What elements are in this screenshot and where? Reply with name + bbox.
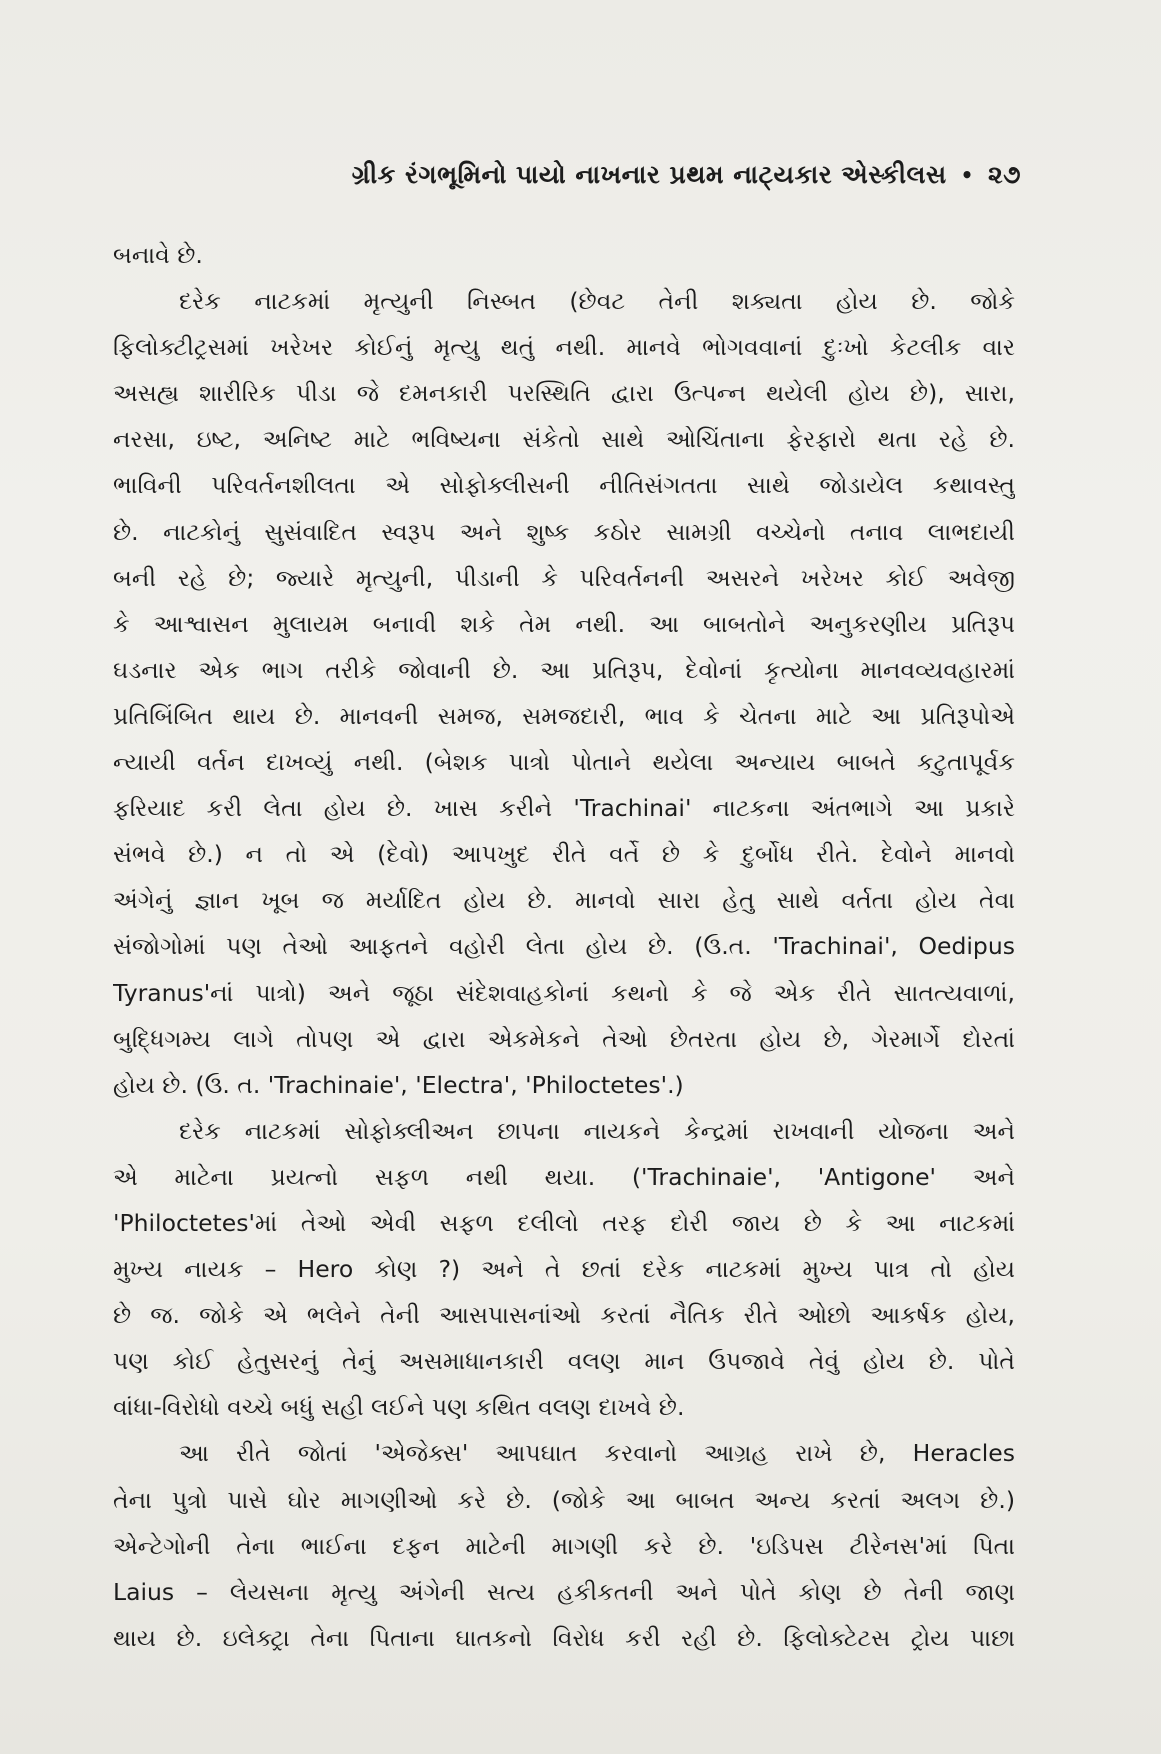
text-line: 'Philoctetes'માં તેઓ એવી સફળ દલીલો તરફ દોરી જાય છે કે આ નાટકમાં [113, 1208, 1015, 1237]
text-line: ઘડનાર એક ભાગ તરીકે જોવાની છે. આ પ્રતિરૂપ, દેવોનાં કૃત્યોના માનવવ્યવહારમાં [113, 655, 1015, 684]
text-line: છે. નાટકોનું સુસંવાદિત સ્વરૂપ અને શુષ્ક કઠોર સામગ્રી વચ્ચેનો તનાવ લાભદાયી [113, 517, 1015, 546]
text-line: પણ કોઈ હેતુસરનું તેનું અસમાધાનકારી વલણ માન ઉપજાવે તેવું હોય છે. પોતે [113, 1347, 1015, 1376]
header-separator: • [960, 163, 974, 187]
text-line: અંગેનું જ્ઞાન ખૂબ જ મર્યાદિત હોય છે. માનવો સારા હેતુ સાથે વર્તતા હોય તેવા [113, 886, 1015, 915]
page-number: ૨૭ [987, 160, 1021, 189]
text-line: ફરિયાદ કરી લેતા હોય છે. ખાસ કરીને 'Trachinai' નાટકના અંતભાગે આ પ્રકારે [113, 794, 1015, 823]
text-line: Laius – લેયસના મૃત્યુ અંગેની સત્ય હકીકતની અને પોતે કોણ છે તેની જાણ [113, 1577, 1015, 1606]
text-line: નરસા, ઇષ્ટ, અનિષ્ટ માટે ભવિષ્યના સંકેતો સાથે ઓચિંતાના ફેરફારો થતા રહે છે. [113, 425, 1015, 454]
text-line: સંજોગોમાં પણ તેઓ આફતને વહોરી લેતા હોય છે. (ઉ.ત. 'Trachinai', Oedipus [113, 932, 1015, 961]
chapter-title: ગ્રીક રંગભૂમિનો પાયો નાખનાર પ્રથમ નાટ્યકાર એસ્કીલસ [351, 160, 947, 189]
paragraph-last-line: હોય છે. (ઉ. ત. 'Trachinaie', 'Electra', 'Philoctetes'.) [113, 1070, 684, 1099]
paragraph-first-line: દરેક નાટકમાં મૃત્યુની નિસ્બત (છેવટ તેની શક્યતા હોય છે. જોકે [179, 287, 1015, 316]
text-line: પ્રતિબિંબિત થાય છે. માનવની સમજ, સમજદારી, ભાવ કે ચેતના માટે આ પ્રતિરૂપોએ [113, 701, 1015, 730]
text-line: મુખ્ય નાયક – Hero કોણ ?) અને તે છતાં દરેક નાટકમાં મુખ્ય પાત્ર તો હોય [113, 1255, 1015, 1284]
text-line: ફિલોક્ટીટ્રસમાં ખરેખર કોઈનું મૃત્યુ થતું નથી. માનવે ભોગવવાનાં દુઃખો કેટલીક વાર [113, 333, 1015, 362]
text-line: બની રહે છે; જ્યારે મૃત્યુની, પીડાની કે પરિવર્તનની અસરને ખરેખર કોઈ અવેજી [113, 563, 1015, 592]
text-line: એન્ટેગોની તેના ભાઈના દફન માટેની માગણી કરે છે. 'ઇડિપસ ટીરેનસ'માં પિતા [113, 1531, 1015, 1560]
text-line: સંભવે છે.) ન તો એ (દેવો) આપખુદ રીતે વર્તે છે કે દુર્બોધ રીતે. દેવોને માનવો [113, 840, 1015, 869]
text-line: તેના પુત્રો પાસે ઘોર માગણીઓ કરે છે. (જોકે આ બાબત અન્ય કરતાં અલગ છે.) [113, 1485, 1015, 1514]
text-line: અસહ્ય શારીરિક પીડા જે દમનકારી પરસ્થિતિ દ્વારા ઉત્પન્ન થયેલી હોય છે), સારા, [113, 379, 1015, 408]
text-line: બનાવે છે. [113, 241, 203, 269]
text-line: Tyranus'નાં પાત્રો) અને જૂઠા સંદેશવાહકોનાં કથનો કે જે એક રીતે સાતત્યવાળાં, [113, 978, 1015, 1007]
page-body [113, 232, 1015, 1661]
text-line: છે જ. જોકે એ ભલેને તેની આસપાસનાંઓ કરતાં નૈતિક રીતે ઓછો આકર્ષક હોય, [113, 1301, 1015, 1330]
text-line: એ માટેના પ્રયત્નો સફળ નથી થયા. ('Trachinaie', 'Antigone' અને [113, 1162, 1015, 1191]
text-line: કે આશ્વાસન મુલાયમ બનાવી શકે તેમ નથી. આ બાબતોને અનુકરણીય પ્રતિરૂપ [113, 609, 1015, 638]
text-line: ભાવિની પરિવર્તનશીલતા એ સોફોક્લીસની નીતિસંગતતા સાથે જોડાયેલ કથાવસ્તુ [113, 471, 1015, 500]
text-line: બુદ્ધિગમ્ય લાગે તોપણ એ દ્વારા એકમેકને તેઓ છેતરતા હોય છે, ગેરમાર્ગે દોરતાં [113, 1024, 1015, 1053]
paragraph-first-line: દરેક નાટકમાં સોફોક્લીઅન છાપના નાયકને કેન્દ્રમાં રાખવાની યોજના અને [179, 1116, 1015, 1145]
paragraph-first-line: આ રીતે જોતાં 'એજેક્સ' આપઘાત કરવાનો આગ્રહ રાખે છે, Heracles [179, 1439, 1015, 1468]
running-header [200, 160, 1021, 190]
paragraph-last-line: વાંધા-વિરોધો વચ્ચે બધું સહી લઈને પણ કથિત વલણ દાખવે છે. [113, 1393, 685, 1422]
text-line: થાય છે. ઇલેક્ટ્રા તેના પિતાના ઘાતકનો વિરોધ કરી રહી છે. ફિલોક્ટેટસ ટ્રોય પાછા [113, 1623, 1015, 1652]
text-line: ન્યાયી વર્તન દાખવ્યું નથી. (બેશક પાત્રો પોતાને થયેલા અન્યાય બાબતે કટુતાપૂર્વક [113, 748, 1015, 777]
